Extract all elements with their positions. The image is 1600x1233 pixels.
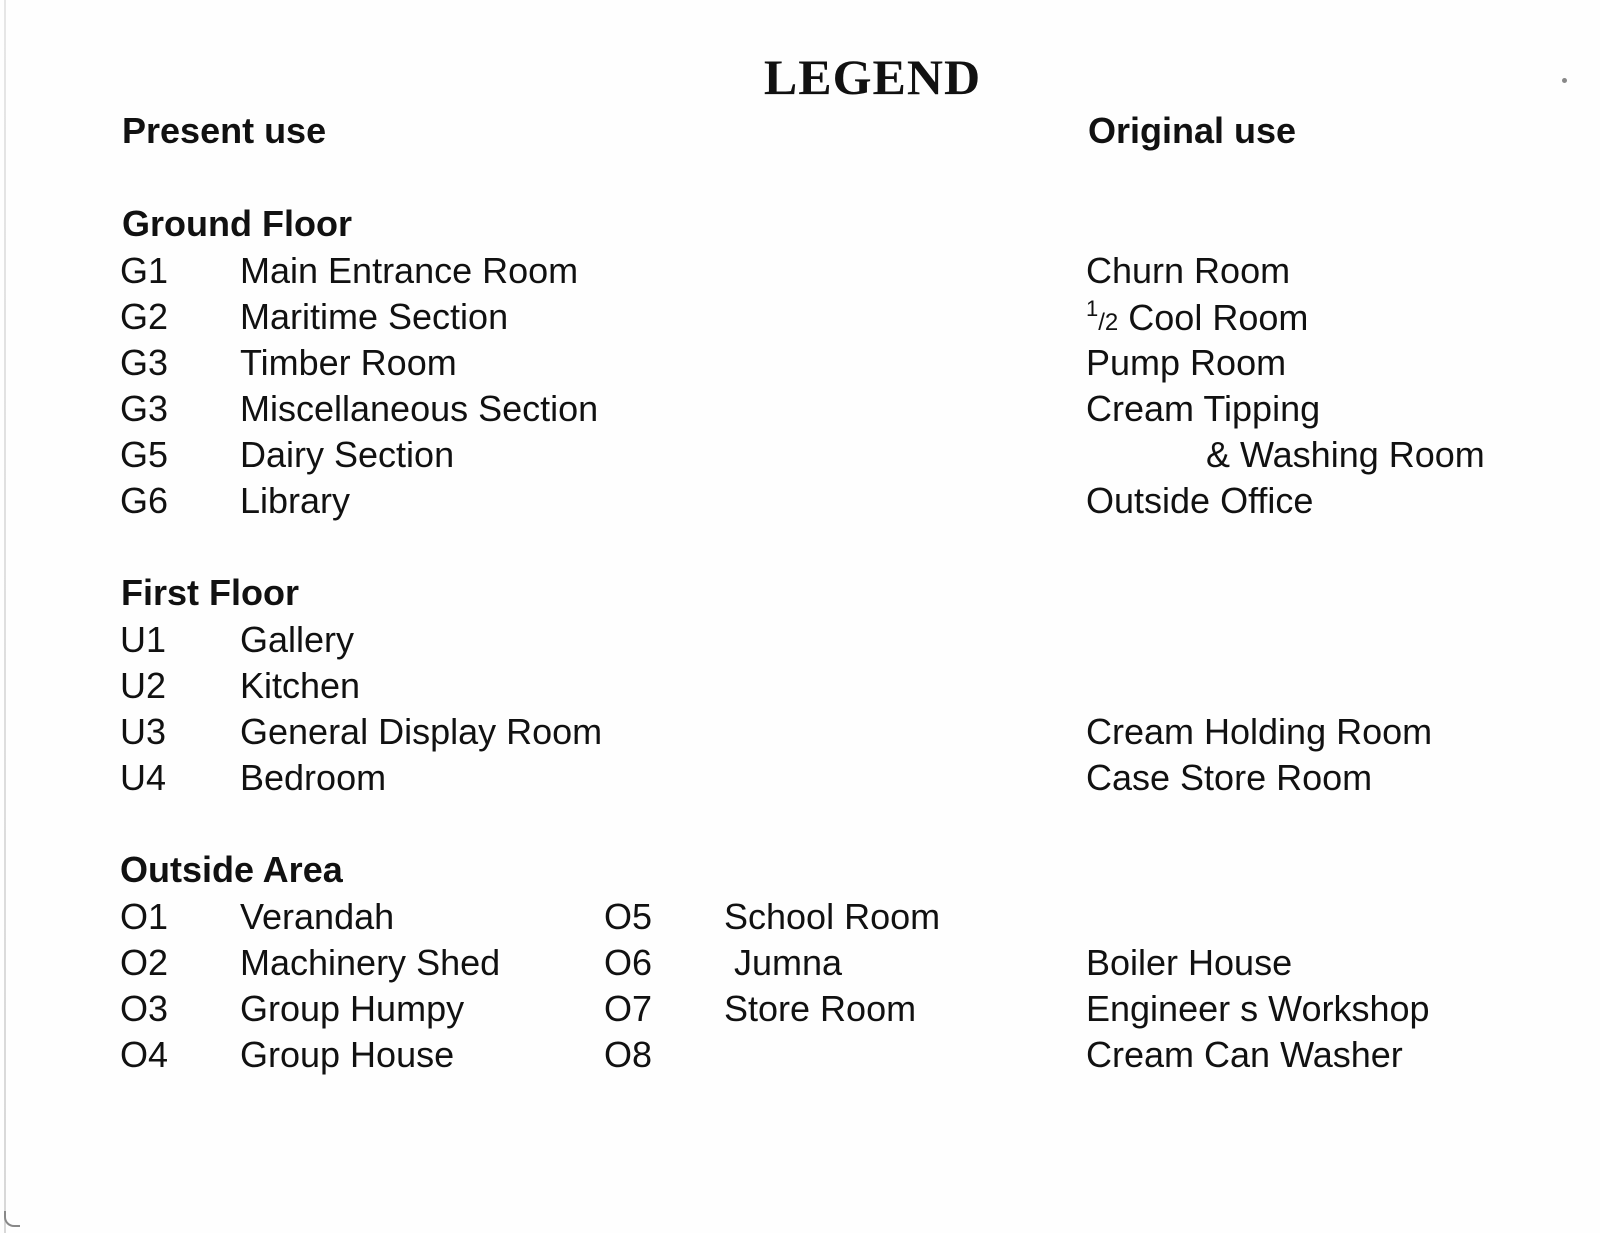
area-code: O4 xyxy=(120,1034,169,1075)
original-use: Cream Can Washer xyxy=(1086,1034,1403,1075)
room-name: Miscellaneous Section xyxy=(240,388,599,429)
room-code: G3 xyxy=(120,342,169,383)
area-code: O5 xyxy=(604,896,653,937)
room-code: G6 xyxy=(120,480,169,521)
original-use: Pump Room xyxy=(1086,342,1287,383)
original-use: Engineer s Workshop xyxy=(1086,988,1430,1029)
room-code: U2 xyxy=(120,665,167,706)
room-name: General Display Room xyxy=(240,711,603,752)
area-name: Store Room xyxy=(724,988,917,1029)
scan-edge xyxy=(4,0,6,1233)
first-floor-heading: First Floor xyxy=(121,572,299,613)
original-use: Boiler House xyxy=(1086,942,1293,983)
original-use-heading: Original use xyxy=(1088,110,1297,151)
ground-floor-heading: Ground Floor xyxy=(122,203,352,244)
room-name: Gallery xyxy=(240,619,355,660)
room-code: G3 xyxy=(120,388,169,429)
fraction-denominator: /2 xyxy=(1098,309,1119,336)
area-code: O7 xyxy=(604,988,653,1029)
room-code: U3 xyxy=(120,711,167,752)
original-use: Cream Tipping xyxy=(1086,388,1321,429)
room-name: Bedroom xyxy=(240,757,387,798)
original-use: Case Store Room xyxy=(1086,757,1373,798)
area-name: Verandah xyxy=(240,896,395,937)
area-name: Machinery Shed xyxy=(240,942,501,983)
room-name: Dairy Section xyxy=(240,434,455,475)
area-code: O3 xyxy=(120,988,169,1029)
area-name: Group Humpy xyxy=(240,988,465,1029)
area-code: O8 xyxy=(604,1034,653,1075)
room-code: G5 xyxy=(120,434,169,475)
area-name: Jumna xyxy=(724,942,843,983)
original-use: Cream Holding Room xyxy=(1086,711,1433,752)
room-name: Main Entrance Room xyxy=(240,250,579,291)
room-name: Maritime Section xyxy=(240,296,509,337)
scan-corner-mark xyxy=(4,1211,20,1227)
outside-area-heading: Outside Area xyxy=(120,849,343,890)
area-name: Group House xyxy=(240,1034,455,1075)
legend-title: LEGEND xyxy=(763,49,982,105)
room-code: U1 xyxy=(120,619,167,660)
area-code: O1 xyxy=(120,896,169,937)
area-code: O2 xyxy=(120,942,169,983)
room-name: Kitchen xyxy=(240,665,361,706)
room-code: G1 xyxy=(120,250,169,291)
room-code: G2 xyxy=(120,296,169,337)
room-code: U4 xyxy=(120,757,167,798)
area-name: School Room xyxy=(724,896,941,937)
area-code: O6 xyxy=(604,942,653,983)
room-name: Library xyxy=(240,480,351,521)
original-use: Churn Room xyxy=(1086,250,1291,291)
original-use-text: Cool Room xyxy=(1128,297,1309,338)
room-name: Timber Room xyxy=(240,342,457,383)
original-use-continuation: & Washing Room xyxy=(1206,434,1485,475)
original-use xyxy=(1086,296,1308,339)
original-use: Outside Office xyxy=(1086,480,1314,521)
fraction-numerator: 1 xyxy=(1086,296,1099,321)
present-use-heading: Present use xyxy=(122,110,327,151)
